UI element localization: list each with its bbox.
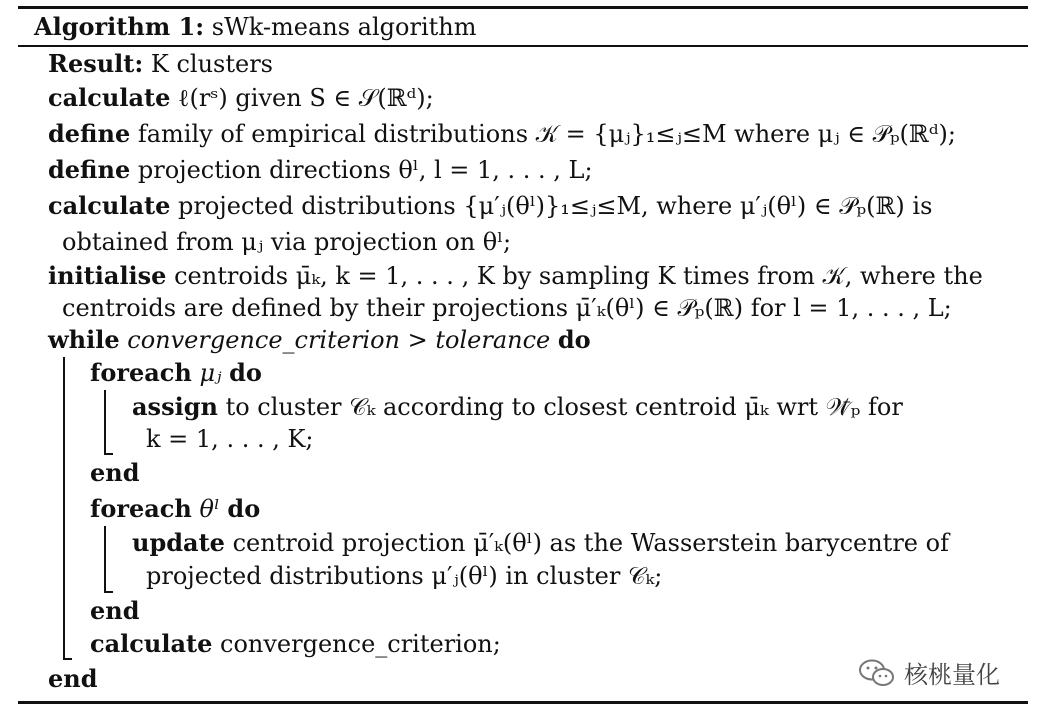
line-end-foreach-theta — [90, 596, 140, 626]
foreach-mu-var: μⱼ — [199, 359, 222, 387]
define-keyword: define — [48, 119, 131, 148]
update-keyword: update — [132, 528, 225, 557]
foreach-theta-var: θˡ — [199, 495, 220, 523]
foreach-keyword: foreach — [90, 494, 192, 523]
line-define-projection — [48, 155, 593, 185]
initialise-text: centroids μ̄ₖ, k = 1, . . . , K by sampling K times from 𝒦, where the — [174, 262, 983, 290]
line-end-while — [48, 664, 98, 694]
calculate-projected-cont-text: obtained from μⱼ via projection on θˡ; — [62, 228, 512, 256]
update-cont-text: projected distributions μ′ⱼ(θˡ) in cluster 𝒞ₖ; — [146, 562, 663, 590]
line-end-foreach-mu — [90, 458, 140, 488]
line-foreach-theta — [90, 494, 260, 524]
end-keyword: end — [90, 596, 140, 625]
define-projection-text: projection directions θˡ, l = 1, . . . , L; — [137, 156, 593, 184]
wechat-icon — [858, 658, 896, 688]
line-calculate-loss — [48, 83, 434, 113]
line-update-cont — [146, 561, 662, 591]
do-keyword: do — [229, 358, 262, 387]
end-keyword: end — [90, 458, 140, 487]
initialise-keyword: initialise — [48, 261, 167, 290]
foreach-mu-block-tick — [104, 453, 113, 455]
watermark — [858, 655, 1000, 690]
line-assign — [132, 392, 903, 422]
line-assign-cont — [146, 424, 313, 454]
line-initialise — [48, 261, 983, 291]
calculate-keyword: calculate — [90, 629, 213, 658]
do-keyword: do — [227, 494, 261, 523]
initialise-cont-text: centroids are defined by their projections μ̄′ₖ(θˡ) ∈ 𝒫ₚ(ℝ) for l = 1, . . . , L; — [62, 294, 952, 322]
result-keyword: Result: — [48, 49, 144, 78]
top-rule — [18, 6, 1028, 9]
define-family-text: family of empirical distributions 𝒦 = {μⱼ}₁≤ⱼ≤M where μⱼ ∈ 𝒫ₚ(ℝᵈ); — [137, 120, 956, 148]
line-update — [132, 528, 949, 558]
end-keyword: end — [48, 664, 98, 693]
caption-label: Algorithm 1: — [34, 12, 205, 41]
watermark-text: 核桃量化 — [904, 661, 1000, 689]
while-block-tick — [63, 658, 72, 660]
calculate-convergence-text: convergence_criterion; — [220, 630, 501, 658]
line-calculate-projected — [48, 191, 932, 221]
bottom-rule — [18, 701, 1028, 704]
update-text: centroid projection μ̄′ₖ(θˡ) as the Wasserstein barycentre of — [232, 529, 949, 557]
result-text: K clusters — [150, 50, 273, 78]
define-keyword: define — [48, 155, 131, 184]
assign-cont-text: k = 1, . . . , K; — [146, 425, 314, 453]
line-calculate-projected-cont — [62, 227, 511, 257]
foreach-theta-block-bar — [104, 526, 106, 592]
caption-title: sWk-means algorithm — [211, 13, 477, 41]
line-initialise-cont — [62, 293, 952, 323]
caption — [34, 12, 476, 41]
line-foreach-mu — [90, 358, 262, 388]
assign-keyword: assign — [132, 392, 218, 421]
caption-rule — [18, 45, 1028, 47]
line-define-family — [48, 119, 956, 149]
while-condition: convergence_criterion > tolerance — [127, 326, 551, 354]
while-keyword: while — [48, 325, 120, 354]
calculate-keyword: calculate — [48, 191, 171, 220]
while-block-bar — [63, 357, 65, 659]
foreach-keyword: foreach — [90, 358, 192, 387]
line-while — [48, 325, 591, 355]
foreach-mu-block-bar — [104, 390, 106, 454]
line-result — [48, 49, 273, 79]
calculate-keyword: calculate — [48, 83, 171, 112]
calculate-text: ℓ(rˢ) given S ∈ 𝒮(ℝᵈ); — [178, 84, 434, 112]
do-keyword: do — [557, 325, 591, 354]
foreach-theta-block-tick — [104, 591, 113, 593]
line-calculate-convergence — [90, 629, 501, 659]
assign-text: to cluster 𝒞ₖ according to closest centroid μ̄ₖ wrt 𝒲̄ₚ for — [225, 393, 903, 421]
calculate-projected-text: projected distributions {μ′ⱼ(θˡ)}₁≤ⱼ≤M, where μ′ⱼ(θˡ) ∈ 𝒫ₚ(ℝ) is — [178, 192, 933, 220]
